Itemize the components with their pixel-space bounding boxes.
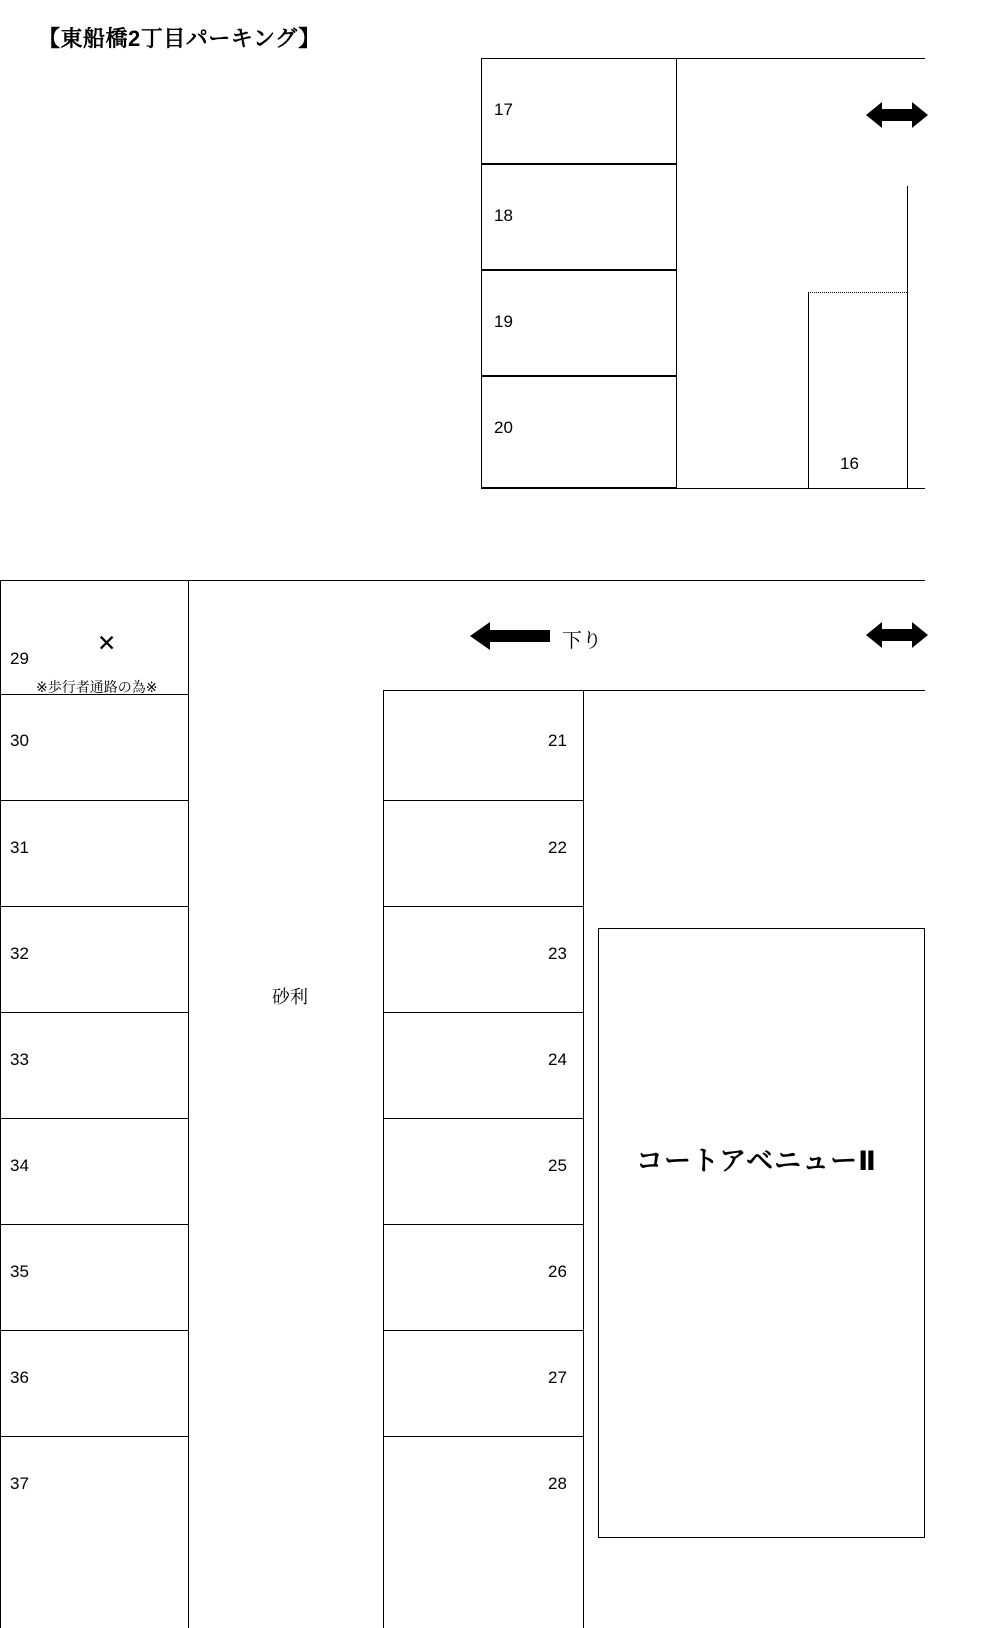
middle-divider-21-22 xyxy=(383,800,583,801)
left-divider-32-33 xyxy=(0,1012,188,1013)
middle-divider-26-27 xyxy=(383,1330,583,1331)
stall-20[interactable] xyxy=(481,376,677,488)
stall-31-number[interactable]: 31 xyxy=(10,838,29,857)
left-divider-31-32 xyxy=(0,906,188,907)
stall-29-bottom-divider xyxy=(0,694,188,695)
left-divider-35-36 xyxy=(0,1330,188,1331)
building-court-avenue-2 xyxy=(598,928,925,1538)
stall-16-left-edge xyxy=(808,292,809,488)
page-title: 【東船橋2丁目パーキング】 xyxy=(38,26,321,51)
stall-16-top-edge xyxy=(808,292,907,293)
stall-29-number: 29 xyxy=(10,649,29,668)
upper-lot-right-wall xyxy=(907,186,908,488)
middle-divider-25-26 xyxy=(383,1224,583,1225)
stall-26-number[interactable]: 26 xyxy=(548,1262,567,1281)
left-column-inner-edge xyxy=(188,580,189,1628)
stall-32-number[interactable]: 32 xyxy=(10,944,29,963)
stall-17[interactable] xyxy=(481,58,677,164)
stall-34-number[interactable]: 34 xyxy=(10,1156,29,1175)
stall-36-number[interactable]: 36 xyxy=(10,1368,29,1387)
stall-33-number[interactable]: 33 xyxy=(10,1050,29,1069)
blocked-x-icon: ✕ xyxy=(97,630,117,656)
stall-19[interactable] xyxy=(481,270,677,376)
middle-column-left-edge xyxy=(383,690,384,1628)
stall-16-number: 16 xyxy=(840,454,859,473)
stall-22-number[interactable]: 22 xyxy=(548,838,567,857)
stall-27-number[interactable]: 27 xyxy=(548,1368,567,1387)
left-divider-33-34 xyxy=(0,1118,188,1119)
stall-number: 20 xyxy=(494,418,513,437)
double-arrow-horizontal-icon-lower xyxy=(866,618,928,652)
left-divider-34-35 xyxy=(0,1224,188,1225)
left-column-outer-edge xyxy=(0,580,1,1628)
middle-divider-27-28 xyxy=(383,1436,583,1437)
arrow-left-icon xyxy=(470,619,550,653)
stall-28-number[interactable]: 28 xyxy=(548,1474,567,1493)
double-arrow-horizontal-icon-upper xyxy=(866,98,928,132)
stall-30-number[interactable]: 30 xyxy=(10,731,29,750)
middle-divider-24-25 xyxy=(383,1118,583,1119)
stall-25-number[interactable]: 25 xyxy=(548,1156,567,1175)
lower-lot-top-boundary xyxy=(0,580,925,581)
stall-21-number[interactable]: 21 xyxy=(548,731,567,750)
stall-number: 17 xyxy=(494,100,513,119)
stall-37-number[interactable]: 37 xyxy=(10,1474,29,1493)
middle-column-right-edge xyxy=(583,690,584,1628)
stall-24-number[interactable]: 24 xyxy=(548,1050,567,1069)
left-divider-30-31 xyxy=(0,800,188,801)
stall-18[interactable] xyxy=(481,164,677,270)
building-name-label: コートアベニューⅡ xyxy=(636,1146,877,1176)
downhill-label: 下り xyxy=(562,630,602,652)
left-divider-36-37 xyxy=(0,1436,188,1437)
stall-number: 18 xyxy=(494,206,513,225)
gravel-label: 砂利 xyxy=(272,987,308,1007)
stall-number: 19 xyxy=(494,312,513,331)
middle-divider-22-23 xyxy=(383,906,583,907)
stall-23-number[interactable]: 23 xyxy=(548,944,567,963)
upper-lot-bottom-boundary xyxy=(481,488,925,489)
stall-35-number[interactable]: 35 xyxy=(10,1262,29,1281)
pedestrian-note: ※歩行者通路の為※ xyxy=(36,679,158,695)
middle-column-top-boundary xyxy=(383,690,925,691)
middle-divider-23-24 xyxy=(383,1012,583,1013)
